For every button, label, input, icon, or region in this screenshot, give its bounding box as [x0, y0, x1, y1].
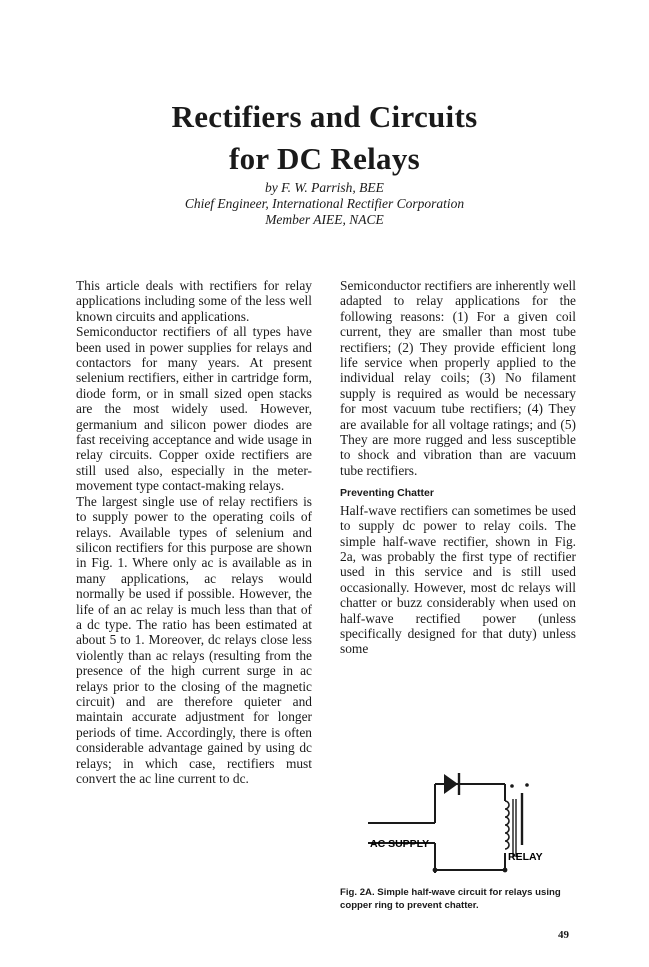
- author-affiliation: Chief Engineer, International Rectifier Corporation: [184, 196, 465, 211]
- right-column: [340, 278, 576, 657]
- contact-dot: [525, 783, 529, 787]
- figure-caption: Fig. 2A. Simple half-wave circuit for relays using copper ring to prevent chatter.: [340, 887, 561, 911]
- author-byline: by F. W. Parrish, BEE: [265, 180, 384, 195]
- terminal-dot: [503, 868, 508, 873]
- relay-coil: [505, 801, 509, 849]
- label-ac-supply: AC SUPPLY: [370, 838, 430, 850]
- author-membership: Member AIEE, NACE: [265, 212, 384, 227]
- paragraph: Semiconductor rectifiers are inherently well adapted to relay applications for the following reasons: (1) For a given coil current, they are smaller than most tube rectifiers; (2) They provide efficient long life service when properly applied to the individual relay coils; (3) No filament supply is required as would be necessary for most vacuum tube rectifiers; (4) They are available for all voltage ratings; and (5) They are more rugged and less susceptible to shock and vibration than are vacuum tube rectifiers.: [340, 278, 576, 478]
- section-heading: Preventing Chatter: [340, 487, 434, 500]
- left-column: [76, 278, 312, 786]
- paragraph: The largest single use of relay rectifiers is to supply power to the operating coils of relays. Available types of selenium and silicon rectifiers for this purpose are shown in Fig. 1. Where only ac is available as in many applications, ac relays would normally be used if possible. However, the life of an ac relay is much less than that of a dc type. The ratio has been estimated at about 5 to 1. Moreover, dc relays close less violently than ac relays (resulting from the presence of the high current surge in ac relays prior to the closing of the magnetic circuit) and are therefore quieter and maintain accurate adjustment for longer periods of time. Accordingly, there is often considerable advantage gained by using dc relays; in which case, rectifiers must convert the ac line current to dc.: [76, 493, 312, 786]
- figure-2a-circuit-diagram: [340, 773, 580, 873]
- article-title-line-2: for DC Relays: [228, 141, 421, 176]
- diode-symbol: [444, 774, 458, 794]
- article-title-line-1: Rectifiers and Circuits: [171, 99, 478, 134]
- paragraph: Semiconductor rectifiers of all types have been used in power supplies for relays and contactors for many years. At present selenium rectifiers, either in cartridge form, diode form, or in small sized open stacks are the most widely used. However, germanium and silicon power diodes are fast receiving acceptance and wide usage in relay circuits. Copper oxide rectifiers are still used also, especially in the meter-movement type contact-making relays.: [76, 324, 312, 494]
- page-number: 49: [558, 929, 569, 941]
- label-relay: RELAY: [508, 851, 543, 863]
- contact-dot: [510, 784, 514, 788]
- paragraph: Half-wave rectifiers can sometimes be used to supply dc power to relay coils. The simple half-wave rectifier, shown in Fig. 2a, was probably the first type of rectifier used in this service and is still used occasionally. However, most dc relays will chatter or buzz considerably when used on half-wave rectified power (unless specifically designed for that duty) unless some: [340, 502, 576, 657]
- circuit-schematic: [340, 773, 580, 873]
- terminal-dot: [433, 868, 438, 873]
- paragraph: This article deals with rectifiers for relay applications including some of the less well known circuits and applications.: [76, 278, 312, 324]
